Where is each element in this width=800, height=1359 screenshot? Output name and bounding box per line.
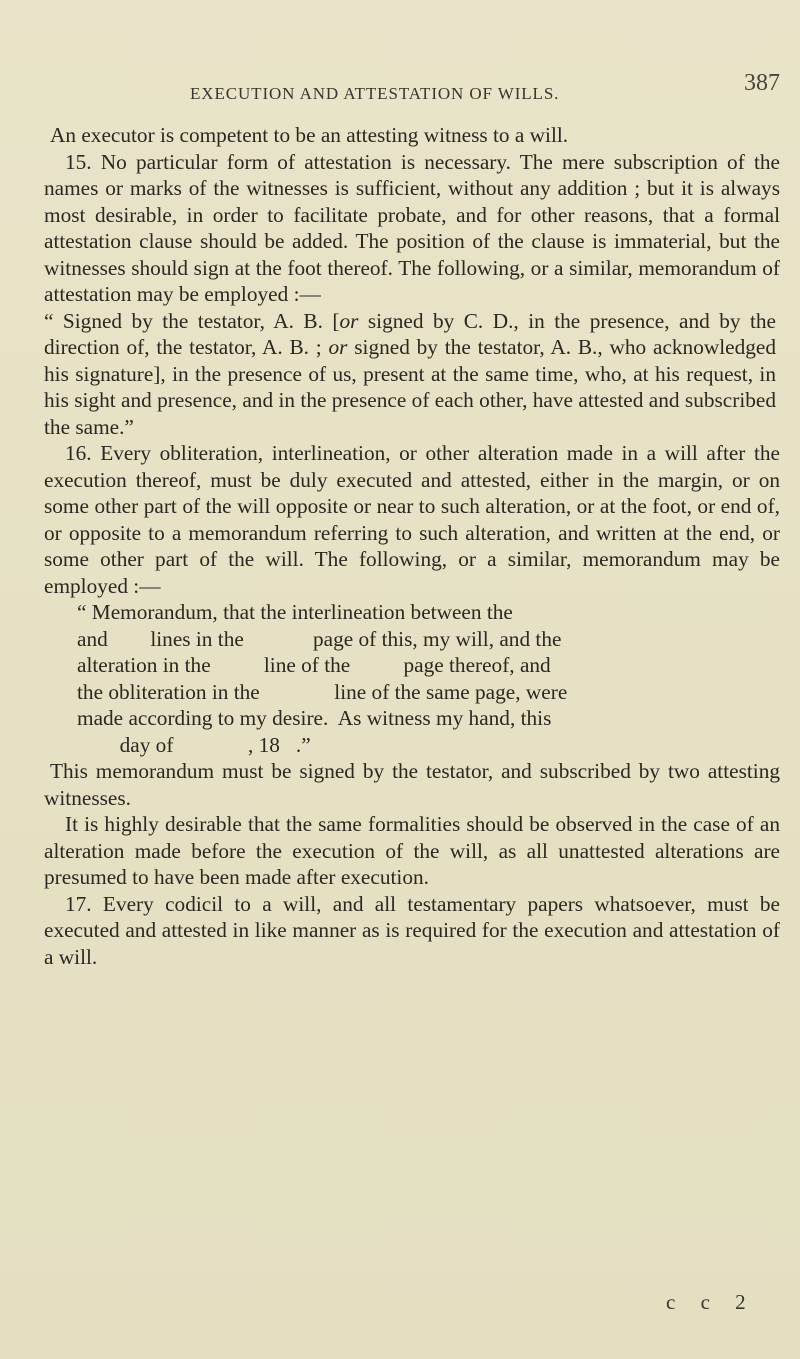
paragraph-executor-witness: An executor is competent to be an attesting witness to a will. bbox=[50, 123, 569, 147]
memo-line-4: the obliteration in the line of the same page, were bbox=[77, 679, 568, 704]
memo-line-1: “ Memorandum, that the interlineation between the bbox=[77, 600, 513, 624]
quote-part-1: “ Signed by the testator, A. B. [ bbox=[44, 308, 340, 333]
attestation-clause-quote bbox=[44, 308, 780, 441]
quote-part-3: signed by the testator, A. B., who acknowledged his signature], in the presence of us, present at the same time, who, at his request, in his sight and presence, and in the presence of each other, have attested and subscribed the same.” bbox=[44, 335, 776, 439]
paragraph-15-attestation: 15. No particular form of attestation is necessary. The mere subscription of the names or marks of the witnesses is sufficient, without any addition ; but it is always most desirable, in order to facilitate probate, and for other reasons, that a formal attestation clause should be added. The position of the clause is immaterial, but the witnesses should sign at the foot thereof. The following, or a similar, memorandum of attestation may be employed :— bbox=[44, 149, 780, 306]
memo-line-5: made according to my desire. As witness my hand, this bbox=[77, 706, 552, 730]
paragraph-16-alterations: 16. Every obliteration, interlineation, or other alteration made in a will after the execution thereof, must be duly executed and attested, either in the margin, or on some other part of the will opposite or near to such alteration, or at the foot, or end of, or opposite to a memorandum referring to such alteration, and written at the end, or some other part of the will. The following, or a similar, memorandum may be employed :— bbox=[44, 441, 780, 598]
memorandum-quote bbox=[77, 599, 780, 758]
paragraph-memo-signing: This memorandum must be signed by the testator, and subscribed by two attesting witnesses. bbox=[44, 759, 780, 810]
memo-line-3: alteration in the line of the page thereof, and bbox=[77, 653, 551, 677]
paragraph-alteration-before-execution: It is highly desirable that the same formalities should be observed in the case of an alteration made before the execution of the will, as all unattested alterations are presumed to have been made after execution. bbox=[44, 812, 780, 889]
paragraph-17-codicil: 17. Every codicil to a will, and all testamentary papers whatsoever, must be executed and attested in like manner as is required for the execution and attestation of a will. bbox=[44, 891, 780, 969]
page-number: 387 bbox=[744, 70, 780, 96]
running-title: EXECUTION AND ATTESTATION OF WILLS. bbox=[190, 84, 560, 103]
memo-line-2: and lines in the page of this, my will, and the bbox=[77, 626, 562, 651]
signature-mark: c c 2 bbox=[666, 1290, 756, 1314]
quote-or-1: or bbox=[339, 308, 359, 333]
quote-part-2: signed by C. D., in the presence, and by the direction of, the testator, A. B. ; bbox=[44, 308, 776, 359]
quote-or-2: or bbox=[328, 335, 348, 359]
body-text bbox=[44, 122, 780, 970]
memo-line-6: day of , 18 .” bbox=[77, 732, 311, 757]
